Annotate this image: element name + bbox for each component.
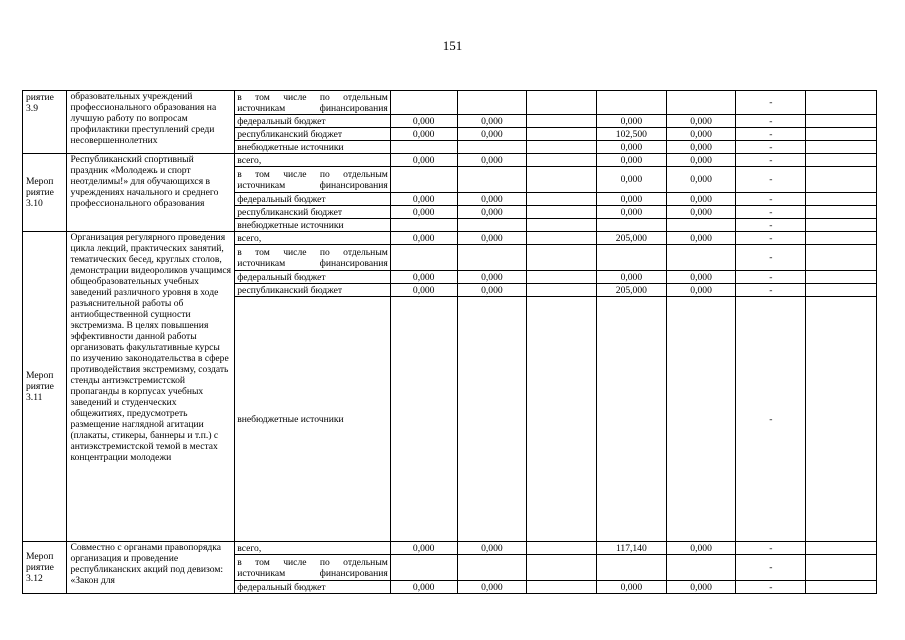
value-cell-c5	[666, 91, 736, 115]
value-cell-c5: 0,000	[666, 193, 736, 206]
value-cell-c7	[806, 219, 877, 232]
value-cell-c5: 0,000	[666, 581, 736, 594]
value-cell-c7	[806, 206, 877, 219]
value-cell-c7	[806, 115, 877, 128]
funding-source: республиканский бюджет	[235, 128, 391, 141]
value-cell-c4: 0,000	[597, 154, 667, 167]
value-cell-c2	[457, 91, 527, 115]
value-cell-c4	[597, 297, 667, 542]
value-cell-c3	[527, 91, 597, 115]
value-cell-c7	[806, 555, 877, 581]
value-cell-c7	[806, 154, 877, 167]
value-cell-c4: 205,000	[597, 284, 667, 297]
value-cell-c1: 0,000	[390, 542, 457, 555]
value-cell-c1: 0,000	[390, 206, 457, 219]
funding-source: федеральный бюджет	[235, 115, 391, 128]
value-cell-c5: 0,000	[666, 284, 736, 297]
value-cell-c3	[527, 154, 597, 167]
value-cell-c4: 0,000	[597, 167, 667, 193]
value-cell-c7	[806, 128, 877, 141]
funding-table	[22, 90, 877, 594]
value-cell-c6: -	[736, 128, 806, 141]
value-cell-c3	[527, 581, 597, 594]
value-cell-c6: -	[736, 167, 806, 193]
value-cell-c6: -	[736, 284, 806, 297]
value-cell-c3	[527, 141, 597, 154]
value-cell-c6: -	[736, 206, 806, 219]
value-cell-c2	[457, 141, 527, 154]
value-cell-c2: 0,000	[457, 542, 527, 555]
page-number: 151	[442, 38, 463, 53]
table-body	[23, 91, 877, 594]
value-cell-c3	[527, 128, 597, 141]
value-cell-c4	[597, 219, 667, 232]
funding-source: внебюджетные источники	[235, 297, 391, 542]
value-cell-c3	[527, 297, 597, 542]
measure-description: Республиканский спортивный праздник «Молодежь и спорт неотделимы!» для обучающихся в учреждениях начального и среднего профессионального образования	[67, 154, 235, 232]
funding-source: федеральный бюджет	[235, 271, 391, 284]
value-cell-c2: 0,000	[457, 284, 527, 297]
value-cell-c6: -	[736, 115, 806, 128]
table-row	[23, 542, 877, 555]
funding-source: федеральный бюджет	[235, 193, 391, 206]
value-cell-c1: 0,000	[390, 115, 457, 128]
value-cell-c3	[527, 167, 597, 193]
value-cell-c2	[457, 297, 527, 542]
measure-code: риятие 3.9	[23, 91, 67, 154]
value-cell-c4: 205,000	[597, 232, 667, 245]
value-cell-c6: -	[736, 219, 806, 232]
value-cell-c2: 0,000	[457, 115, 527, 128]
value-cell-c5: 0,000	[666, 154, 736, 167]
table-row	[23, 154, 877, 167]
value-cell-c5	[666, 297, 736, 542]
value-cell-c2	[457, 219, 527, 232]
funding-source: всего,	[235, 154, 391, 167]
value-cell-c4: 0,000	[597, 193, 667, 206]
value-cell-c7	[806, 141, 877, 154]
value-cell-c1	[390, 141, 457, 154]
value-cell-c4	[597, 245, 667, 271]
value-cell-c3	[527, 284, 597, 297]
value-cell-c1	[390, 219, 457, 232]
value-cell-c1	[390, 245, 457, 271]
value-cell-c6: -	[736, 581, 806, 594]
value-cell-c5	[666, 245, 736, 271]
value-cell-c1: 0,000	[390, 128, 457, 141]
value-cell-c3	[527, 206, 597, 219]
funding-source: в том числе по отдельным источникам финансирования	[235, 555, 391, 581]
measure-description: Организация регулярного проведения цикла лекций, практических занятий, тематических бесед, круглых столов, демонстрации видеороликов учащимся общеобразовательных учебных заведений различного уровня в ходе разъяснительной работы об антиобщественной сущности экстремизма. В целях повышения эффективности данной работы организовать факультативные курсы по изучению законодательства в сфере противодействия экстремизму, создать стенды антиэкстремистской пропаганды в корпусах учебных заведений и студенческих общежитиях, предусмотреть размещение наглядной агитации (плакаты, стикеры, баннеры и т.п.) с антиэкстремистской темой в местах концентрации молодежи	[67, 232, 235, 542]
funding-source: внебюджетные источники	[235, 141, 391, 154]
value-cell-c3	[527, 271, 597, 284]
value-cell-c5: 0,000	[666, 141, 736, 154]
value-cell-c3	[527, 245, 597, 271]
value-cell-c5: 0,000	[666, 271, 736, 284]
value-cell-c5	[666, 219, 736, 232]
value-cell-c7	[806, 167, 877, 193]
measure-description: образовательных учреждений профессионального образования на лучшую работу по вопросам профилактики преступлений среди несовершеннолетних	[67, 91, 235, 154]
value-cell-c4	[597, 555, 667, 581]
value-cell-c6: -	[736, 232, 806, 245]
value-cell-c5: 0,000	[666, 167, 736, 193]
value-cell-c5: 0,000	[666, 206, 736, 219]
value-cell-c6: -	[736, 193, 806, 206]
value-cell-c6: -	[736, 542, 806, 555]
value-cell-c4: 0,000	[597, 581, 667, 594]
value-cell-c6: -	[736, 245, 806, 271]
value-cell-c3	[527, 542, 597, 555]
value-cell-c7	[806, 91, 877, 115]
value-cell-c5	[666, 555, 736, 581]
value-cell-c4: 0,000	[597, 115, 667, 128]
value-cell-c2	[457, 245, 527, 271]
value-cell-c7	[806, 297, 877, 542]
value-cell-c2: 0,000	[457, 206, 527, 219]
value-cell-c6: -	[736, 271, 806, 284]
value-cell-c7	[806, 232, 877, 245]
value-cell-c7	[806, 245, 877, 271]
measure-description: Совместно с органами правопорядка организация и проведение республиканских акций под девизом: «Закон для	[67, 542, 235, 594]
funding-source: в том числе по отдельным источникам финансирования	[235, 245, 391, 271]
measure-code: Мероп риятие 3.12	[23, 542, 67, 594]
table-row	[23, 91, 877, 115]
value-cell-c7	[806, 284, 877, 297]
measure-code: Мероп риятие 3.11	[23, 232, 67, 542]
value-cell-c2: 0,000	[457, 581, 527, 594]
value-cell-c1	[390, 167, 457, 193]
value-cell-c6: -	[736, 555, 806, 581]
value-cell-c4	[597, 91, 667, 115]
value-cell-c1: 0,000	[390, 271, 457, 284]
value-cell-c2	[457, 167, 527, 193]
value-cell-c3	[527, 193, 597, 206]
value-cell-c5: 0,000	[666, 128, 736, 141]
value-cell-c7	[806, 193, 877, 206]
value-cell-c3	[527, 219, 597, 232]
value-cell-c2: 0,000	[457, 271, 527, 284]
funding-source: внебюджетные источники	[235, 219, 391, 232]
value-cell-c1	[390, 91, 457, 115]
funding-source: всего,	[235, 232, 391, 245]
value-cell-c3	[527, 115, 597, 128]
value-cell-c2: 0,000	[457, 154, 527, 167]
value-cell-c2: 0,000	[457, 193, 527, 206]
value-cell-c5: 0,000	[666, 232, 736, 245]
funding-source: всего,	[235, 542, 391, 555]
value-cell-c2: 0,000	[457, 232, 527, 245]
value-cell-c1: 0,000	[390, 193, 457, 206]
value-cell-c7	[806, 271, 877, 284]
value-cell-c2: 0,000	[457, 128, 527, 141]
table-row	[23, 232, 877, 245]
value-cell-c4: 102,500	[597, 128, 667, 141]
value-cell-c6: -	[736, 141, 806, 154]
value-cell-c2	[457, 555, 527, 581]
value-cell-c7	[806, 581, 877, 594]
value-cell-c1: 0,000	[390, 154, 457, 167]
value-cell-c3	[527, 232, 597, 245]
value-cell-c1: 0,000	[390, 284, 457, 297]
value-cell-c5: 0,000	[666, 542, 736, 555]
measure-code: Мероп риятие 3.10	[23, 154, 67, 232]
funding-source: в том числе по отдельным источникам финансирования	[235, 167, 391, 193]
funding-source: республиканский бюджет	[235, 206, 391, 219]
funding-source: республиканский бюджет	[235, 284, 391, 297]
value-cell-c7	[806, 542, 877, 555]
funding-source: в том числе по отдельным источникам финансирования	[235, 91, 391, 115]
value-cell-c4: 117,140	[597, 542, 667, 555]
value-cell-c5: 0,000	[666, 115, 736, 128]
funding-source: федеральный бюджет	[235, 581, 391, 594]
value-cell-c1	[390, 297, 457, 542]
value-cell-c6: -	[736, 297, 806, 542]
value-cell-c6: -	[736, 91, 806, 115]
value-cell-c4: 0,000	[597, 206, 667, 219]
value-cell-c4: 0,000	[597, 141, 667, 154]
value-cell-c3	[527, 555, 597, 581]
value-cell-c1: 0,000	[390, 232, 457, 245]
value-cell-c4: 0,000	[597, 271, 667, 284]
value-cell-c6: -	[736, 154, 806, 167]
value-cell-c1: 0,000	[390, 581, 457, 594]
value-cell-c1	[390, 555, 457, 581]
